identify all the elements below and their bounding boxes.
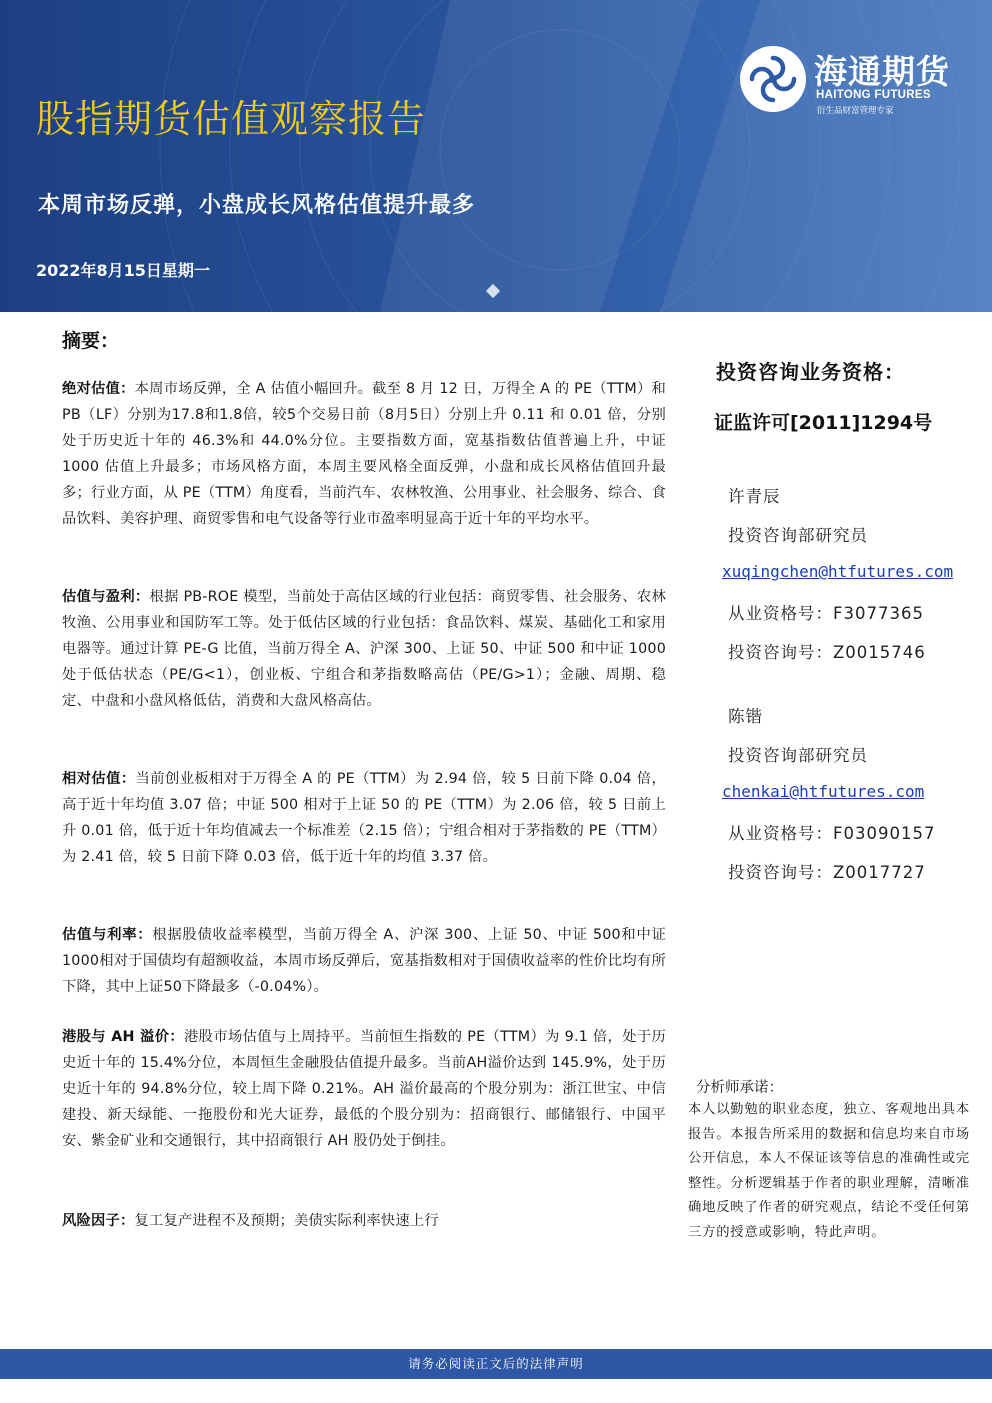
analyst-email-link[interactable]: chenkai@htfutures.com xyxy=(722,782,925,801)
logo-name-cn: 海通期货 xyxy=(814,52,950,91)
analyst-practice-number: 从业资格号：F03090157 xyxy=(728,824,936,843)
analyst-title: 投资咨询部研究员 xyxy=(728,746,868,765)
section-valuation-rates xyxy=(62,922,666,1000)
analyst-name: 陈锴 xyxy=(728,707,763,726)
qualification-heading: 投资咨询业务资格： xyxy=(716,360,905,384)
legal-disclaimer-footer: 请务必阅读正文后的法律声明 xyxy=(0,1349,992,1379)
section-text: 当前创业板相对于万得全 A 的 PE（TTM）为 2.94 倍，较 5 日前下降 0.04 倍，高于近十年均值 3.07 倍；中证 500 相对于上证 50 的 PE（TTM）为 2.06 倍，较 5 日前上升 0.01 倍，低于近十年均值减去一个标准差（2.15 倍）；宁组合相对于茅指数的 PE（TTM）为 2.41 倍，较 5 日前下降 0.03 倍，低于近十年的均值 3.37 倍。 xyxy=(62,771,666,865)
section-label: 相对估值： xyxy=(62,771,136,787)
section-text: 复工复产进程不及预期；美债实际利率快速上行 xyxy=(134,1213,439,1229)
logo-name-en: HAITONG FUTURES xyxy=(816,89,931,101)
analyst-consult-number: 投资咨询号：Z0015746 xyxy=(728,643,926,662)
company-logo xyxy=(738,44,958,124)
analyst-pledge-text: 本人以勤勉的职业态度，独立、客观地出具本报告。本报告所采用的数据和信息均来自市场公开信息，本人不保证该等信息的准确性或完整性。分析逻辑基于作者的职业理解，清晰准确地反映了作者的研究观点，结论不受任何第三方的授意或影响，特此声明。 xyxy=(688,1102,970,1240)
section-label: 估值与盈利： xyxy=(62,589,150,605)
qualification-license: 证监许可[2011]1294号 xyxy=(714,412,933,434)
section-valuation-profit xyxy=(62,584,666,714)
section-text: 根据股债收益率模型，当前万得全 A、沪深 300、上证 50、中证 500和中证1000相对于国债均有超额收益，本周市场反弹后，宽基指数相对于国债收益率的性价比均有所下降，其中上证50下降最多（-0.04%）。 xyxy=(62,927,666,995)
analyst-email-link[interactable]: xuqingchen@htfutures.com xyxy=(722,562,954,581)
analyst-pledge-heading: 分析师承诺： xyxy=(696,1080,783,1096)
report-date: 2022年8月15日星期一 xyxy=(36,261,210,280)
logo-slogan: 衍生品财富管理专家 xyxy=(817,106,894,116)
section-text: 港股市场估值与上周持平。当前恒生指数的 PE（TTM）为 9.1 倍，处于历史近十年的 15.4%分位，本周恒生金融股估值提升最多。当前AH溢价达到 145.9%，处于历史近十年的 94.8%分位，较上周下降 0.21%。AH 溢价最高的个股分别为：浙江世宝、中信建投、新天绿能、一拖股份和光大证券，最低的个股分别为：招商银行、邮储银行、中国平安、紫金矿业和交通银行，其中招商银行 AH 股仍处于倒挂。 xyxy=(62,1029,666,1149)
section-relative-valuation xyxy=(62,766,666,870)
section-label: 港股与 AH 溢价： xyxy=(62,1029,185,1045)
report-subtitle: 本周市场反弹，小盘成长风格估值提升最多 xyxy=(38,193,476,218)
analyst-title: 投资咨询部研究员 xyxy=(728,526,868,545)
section-label: 绝对估值： xyxy=(62,381,135,397)
section-label: 估值与利率： xyxy=(62,927,153,943)
section-hk-ah-premium xyxy=(62,1024,666,1154)
section-absolute-valuation xyxy=(62,376,666,532)
section-risk-factors xyxy=(62,1208,666,1234)
section-label: 风险因子： xyxy=(62,1213,135,1229)
report-title: 股指期货估值观察报告 xyxy=(36,97,427,141)
summary-heading: 摘要： xyxy=(62,330,120,352)
header-banner xyxy=(0,0,992,312)
haitong-logo-icon xyxy=(738,44,808,114)
section-text: 本周市场反弹，全 A 估值小幅回升。截至 8 月 12 日，万得全 A 的 PE（TTM）和PB（LF）分别为17.8和1.8倍，较5个交易日前（8月5日）分别上升 0.11 和 0.01 倍，分别处于历史近十年的 46.3%和 44.0%分位。主要指数方面，宽基指数估值普遍上升，中证 1000 估值上升最多；市场风格方面，本周主要风格全面反弹，小盘和成长风格估值回升最多；行业方面，从 PE（TTM）角度看，当前汽车、农林牧渔、公用事业、社会服务、综合、食品饮料、美容护理、商贸零售和电气设备等行业市盈率明显高于近十年的平均水平。 xyxy=(62,381,667,527)
analyst-consult-number: 投资咨询号：Z0017727 xyxy=(728,863,926,882)
section-text: 根据 PB-ROE 模型，当前处于高估区域的行业包括：商贸零售、社会服务、农林牧渔、公用事业和国防军工等。处于低估区域的行业包括：食品饮料、煤炭、基础化工和家用电器等。通过计算 PE-G 比值，当前万得全 A、沪深 300、上证 50、中证 500 和中证 1000 处于低估状态（PE/G<1），创业板、宁组合和茅指数略高估（PE/G>1）；金融、周期、稳定、中盘和小盘风格低估，消费和大盘风格高估。 xyxy=(62,589,667,709)
analyst-practice-number: 从业资格号：F3077365 xyxy=(728,604,924,623)
analyst-name: 许青辰 xyxy=(728,487,781,506)
